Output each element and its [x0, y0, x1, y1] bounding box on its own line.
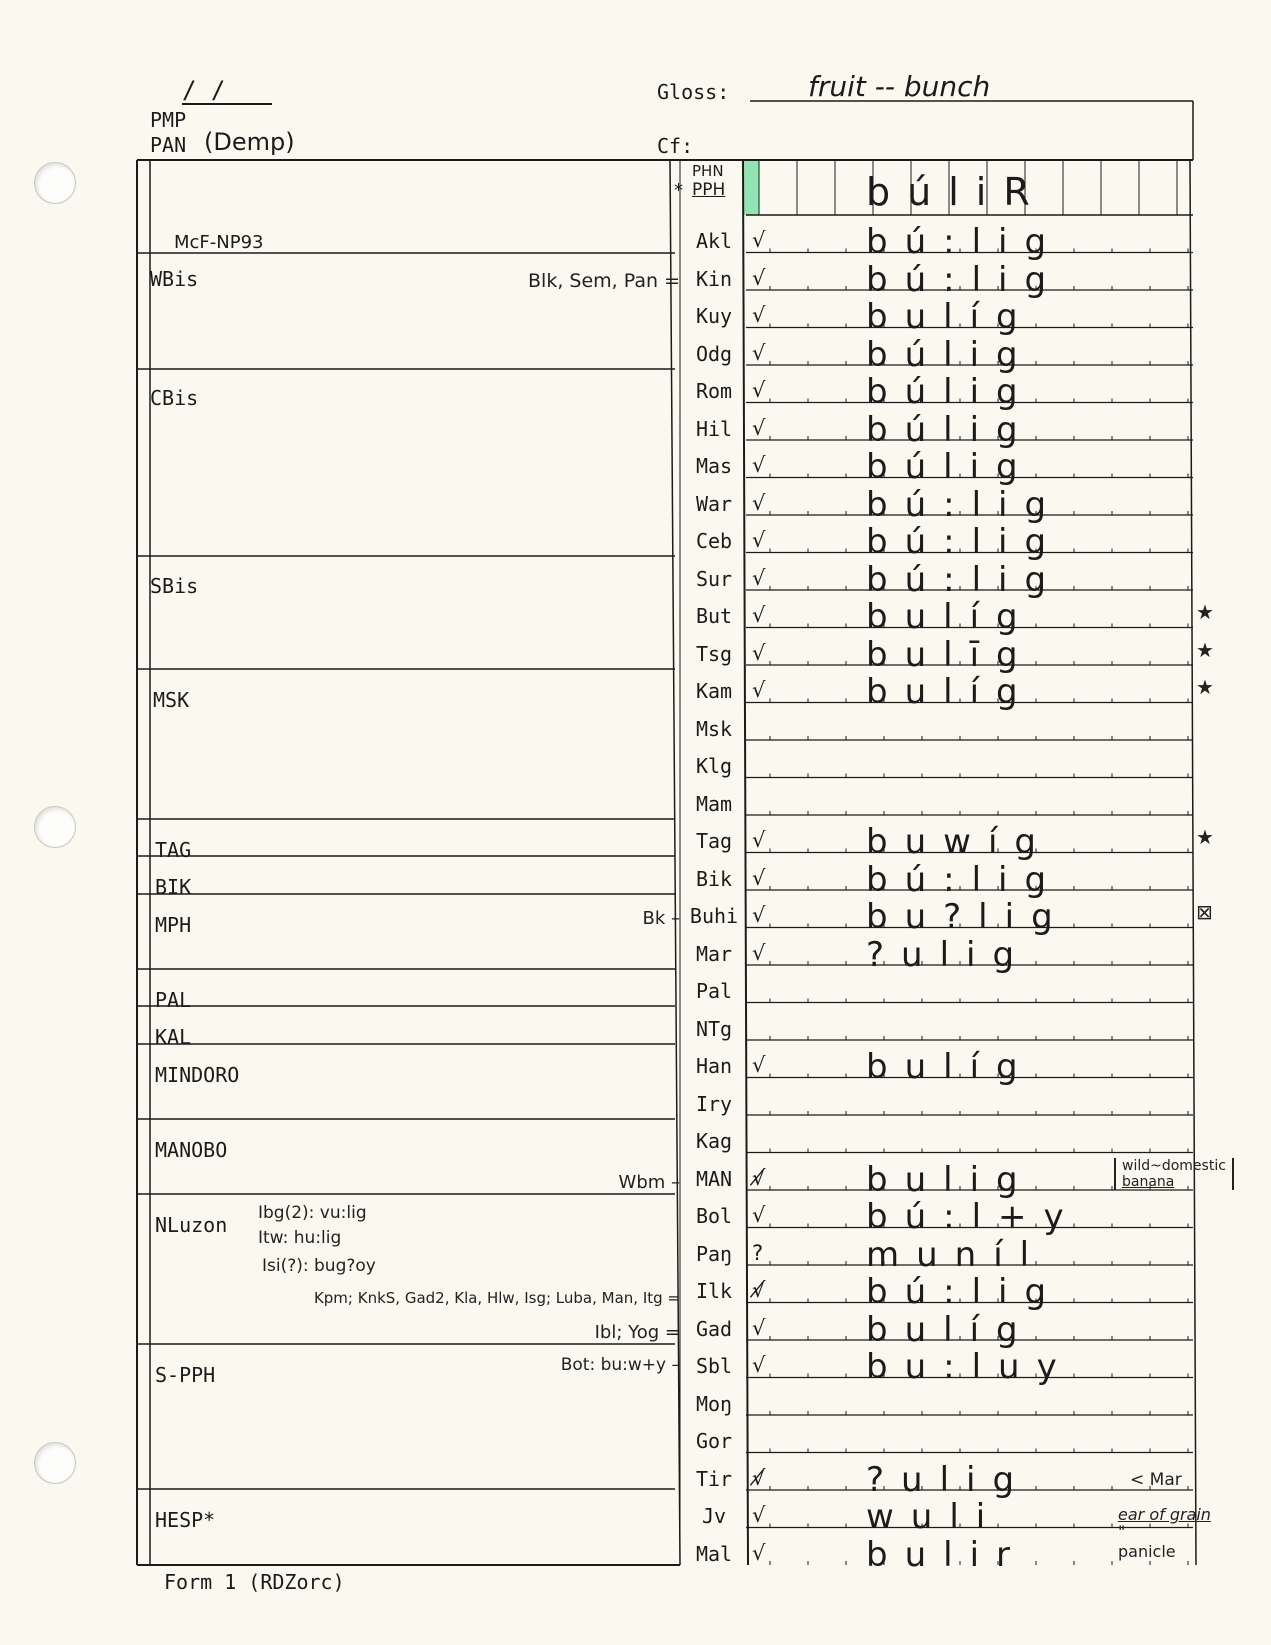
attested-form: bulíg: [866, 1310, 1035, 1350]
group-label: CBis: [150, 386, 199, 410]
gloss-value: fruit -- bunch: [808, 70, 991, 103]
attested-form: búlig: [866, 372, 1035, 412]
attested-form: buwíg: [866, 822, 1053, 862]
check-mark: √: [752, 641, 766, 665]
language-code: Han: [695, 1054, 733, 1078]
attested-form: bú:lig: [866, 560, 1064, 600]
language-code: Ilk: [695, 1279, 733, 1303]
check-mark: √: [752, 378, 766, 402]
slash-marks: / /: [182, 76, 226, 104]
language-code: NTg: [695, 1017, 733, 1041]
attested-form: bú:lig: [866, 860, 1064, 900]
language-code: Bol: [695, 1204, 733, 1228]
check-mark: √̸: [752, 1278, 766, 1302]
cf-label: Cf:: [657, 134, 694, 158]
language-code: Bik: [695, 867, 733, 891]
check-mark: √: [752, 1353, 766, 1377]
language-code: Gad: [695, 1317, 733, 1341]
language-code: Pal: [695, 979, 733, 1003]
check-mark: √: [752, 1503, 766, 1527]
language-code: Sbl: [695, 1354, 733, 1378]
language-code: Rom: [695, 379, 733, 403]
nluzon-note: Ibl; Yog =: [594, 1322, 680, 1343]
check-mark: √̸: [752, 1166, 766, 1190]
attested-form: bú:lig: [866, 222, 1064, 262]
group-label: SBis: [150, 574, 199, 598]
language-code: Mal: [695, 1542, 733, 1566]
language-code: Kin: [695, 267, 733, 291]
language-code: Akl: [695, 229, 733, 253]
language-code: Hil: [695, 417, 733, 441]
language-code: Odg: [695, 342, 733, 366]
language-code: Kuy: [695, 304, 733, 328]
source-note: McF-NP93: [174, 232, 264, 253]
attested-form: bulíg: [866, 1047, 1035, 1087]
check-mark: √: [752, 678, 766, 702]
language-code: Ceb: [695, 529, 733, 553]
check-mark: √: [752, 603, 766, 627]
reconstruction-star: *: [674, 180, 683, 201]
language-code: Tsg: [695, 642, 733, 666]
check-mark: √: [752, 528, 766, 552]
pan-note: (Demp): [204, 128, 295, 156]
man-gloss-note: [1114, 1158, 1234, 1190]
language-code: Klg: [695, 754, 733, 778]
attested-form: bulíg: [866, 597, 1035, 637]
gloss-label: Gloss:: [657, 80, 730, 104]
language-code: Gor: [695, 1429, 733, 1453]
kin-pointer-note: Blk, Sem, Pan =: [528, 270, 680, 292]
row-mark: ★: [1196, 675, 1214, 699]
group-label: MPH: [155, 913, 192, 937]
buhi-pointer-note: Bk –: [642, 908, 680, 929]
attested-form: bú:lig: [866, 522, 1064, 562]
mal-note: panicle: [1118, 1542, 1176, 1561]
row-mark: ★: [1196, 638, 1214, 662]
attested-form: ?ulig: [866, 1460, 1032, 1500]
language-code: Msk: [695, 717, 733, 741]
check-mark: √: [752, 228, 766, 252]
language-code: Tir: [695, 1467, 733, 1491]
man-gloss-line: banana: [1122, 1174, 1175, 1190]
check-mark: √: [752, 491, 766, 515]
attested-form: búlig: [866, 410, 1035, 450]
language-code: Sur: [695, 567, 733, 591]
language-code: Kag: [695, 1129, 733, 1153]
check-mark: √: [752, 416, 766, 440]
check-mark: √: [752, 1541, 766, 1565]
check-mark: √̸: [752, 1466, 766, 1490]
check-mark: √: [752, 341, 766, 365]
form-footer: Form 1 (RDZorc): [164, 1570, 345, 1594]
language-code: Moŋ: [695, 1392, 733, 1416]
group-label: S-PPH: [155, 1363, 216, 1387]
group-label: KAL: [155, 1025, 192, 1049]
man-pointer-note: Wbm –: [618, 1172, 680, 1193]
ditto-mark: ": [1118, 1522, 1126, 1541]
attested-form: bu:luy: [866, 1347, 1074, 1387]
group-label: PAL: [155, 988, 192, 1012]
attested-form: bú:lig: [866, 485, 1064, 525]
attested-form: wuli: [866, 1497, 1003, 1537]
check-mark: √: [752, 453, 766, 477]
phn-label: PHN: [692, 162, 724, 180]
nluzon-note: Kpm; KnkS, Gad2, Kla, Hlw, Isg; Luba, Man, Itg =: [313, 1289, 680, 1307]
check-mark: √: [752, 903, 766, 927]
check-mark: √: [752, 566, 766, 590]
pan-label: PAN: [150, 133, 187, 157]
group-label: TAG: [155, 838, 192, 862]
attested-form: bú:lig: [866, 1272, 1064, 1312]
group-label: MINDORO: [155, 1063, 240, 1087]
attested-form: ?ulig: [866, 935, 1032, 975]
group-label: WBis: [150, 267, 199, 291]
group-label: NLuzon: [155, 1213, 228, 1237]
check-mark: √: [752, 828, 766, 852]
check-mark: √: [752, 266, 766, 290]
check-mark: ?: [752, 1241, 764, 1265]
language-code: Buhi: [689, 904, 739, 928]
check-mark: √: [752, 1053, 766, 1077]
pmp-label: PMP: [150, 108, 187, 132]
attested-form: búlig: [866, 447, 1035, 487]
language-code: MAN: [695, 1167, 733, 1191]
language-code: Paŋ: [695, 1242, 733, 1266]
attested-form: bú:l+y: [866, 1197, 1081, 1237]
attested-form: bu?lig: [866, 897, 1070, 937]
pph-label: PPH: [692, 180, 726, 200]
language-code: War: [695, 492, 733, 516]
group-label: HESP*: [155, 1508, 216, 1532]
attested-form: búlig: [866, 335, 1035, 375]
attested-form: bulíg: [866, 297, 1035, 337]
nluzon-note: Ibg(2): vu:lig: [258, 1203, 367, 1223]
tir-note: < Mar: [1130, 1470, 1182, 1490]
language-code: Mar: [695, 942, 733, 966]
group-label: BIK: [155, 875, 192, 899]
row-mark: ★: [1196, 600, 1214, 624]
jv-note: ear of grain: [1118, 1505, 1211, 1524]
nluzon-note: Itw: hu:lig: [258, 1228, 342, 1248]
language-code: Kam: [695, 679, 733, 703]
language-code: Mam: [695, 792, 733, 816]
check-mark: √: [752, 1316, 766, 1340]
language-code: Jv: [701, 1504, 727, 1528]
attested-form: muníl: [866, 1235, 1047, 1275]
attested-form: bulíg: [866, 672, 1035, 712]
language-code: Tag: [695, 829, 733, 853]
language-code: Mas: [695, 454, 733, 478]
check-mark: √: [752, 1203, 766, 1227]
attested-form: bulig: [866, 1160, 1035, 1200]
language-code: Iry: [695, 1092, 733, 1116]
sbl-pointer-note: Bot: bu:w+y –: [560, 1355, 680, 1375]
attested-form: bulīg: [866, 635, 1035, 675]
group-label: MANOBO: [155, 1138, 228, 1162]
row-mark: ★: [1196, 825, 1214, 849]
reconstructed-form: búliR: [866, 170, 1047, 214]
man-gloss-line: wild~domestic: [1122, 1158, 1226, 1174]
check-mark: √: [752, 303, 766, 327]
check-mark: √: [752, 866, 766, 890]
row-mark: ⊠: [1196, 900, 1213, 924]
attested-form: bulir: [866, 1535, 1028, 1575]
nluzon-note: Isi(?): bug?oy: [262, 1256, 376, 1276]
check-mark: √: [752, 941, 766, 965]
attested-form: bú:lig: [866, 260, 1064, 300]
group-label: MSK: [153, 688, 190, 712]
language-code: But: [695, 604, 733, 628]
